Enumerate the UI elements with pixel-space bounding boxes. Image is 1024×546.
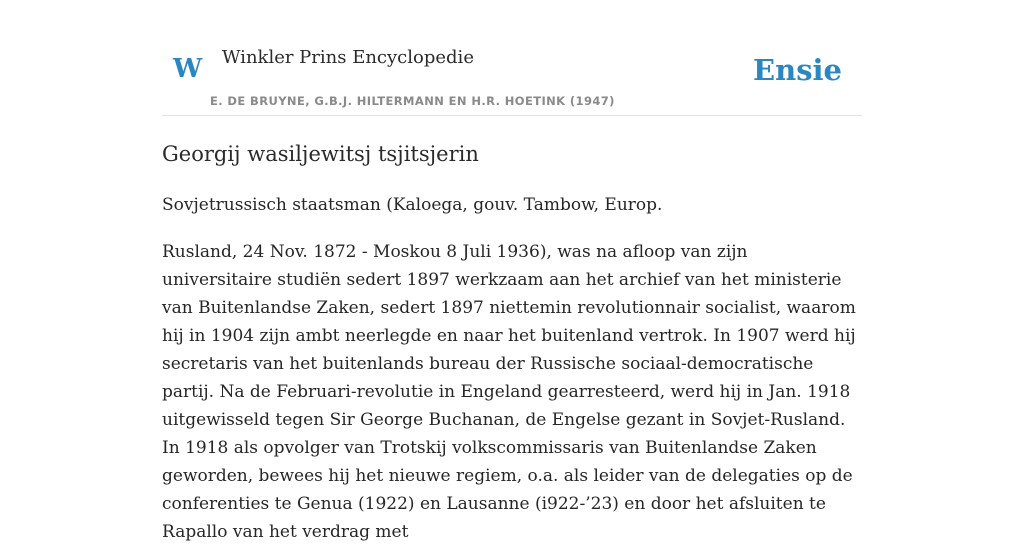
source-logo-icon[interactable]: W bbox=[173, 54, 203, 84]
article-lead: Sovjetrussisch staatsman (Kaloega, gouv. Tambow, Europ. bbox=[162, 195, 663, 215]
brand-logo[interactable]: Ensie bbox=[753, 53, 842, 87]
source-title[interactable]: Winkler Prins Encyclopedie bbox=[222, 47, 474, 68]
article-body: Rusland, 24 Nov. 1872 - Moskou 8 Juli 1936), was na afloop van zijn universitaire studiën sedert 1897 werkzaam aan het archief van het ministerie van Buitenlandse Zaken, sedert 1897 niettemin revolutionnair socialist, waarom hij in 1904 zijn ambt neerlegde en naar het buitenland vertrok. In 1907 werd hij secretaris van het buitenlands bureau der Russische sociaal-democratische partij. Na de Februari-revolutie in Engeland gearresteerd, werd hij in Jan. 1918 uitgewisseld tegen Sir George Buchanan, de Engelse gezant in Sovjet-Rusland. In 1918 als opvolger van Trotskij volkscommissaris van Buitenlandse Zaken geworden, bewees hij het nieuwe regiem, o.a. als leider van de delegaties op de conferenties te Genua (1922) en Lausanne (i922-’23) en door het afsluiten te Rapallo van het verdrag met bbox=[162, 242, 856, 542]
source-header bbox=[162, 0, 862, 116]
page-title: Georgij wasiljewitsj tsjitsjerin bbox=[162, 142, 479, 166]
article bbox=[162, 138, 862, 546]
source-authors: E. DE BRUYNE, G.B.J. HILTERMANN EN H.R. HOETINK (1947) bbox=[210, 94, 615, 108]
